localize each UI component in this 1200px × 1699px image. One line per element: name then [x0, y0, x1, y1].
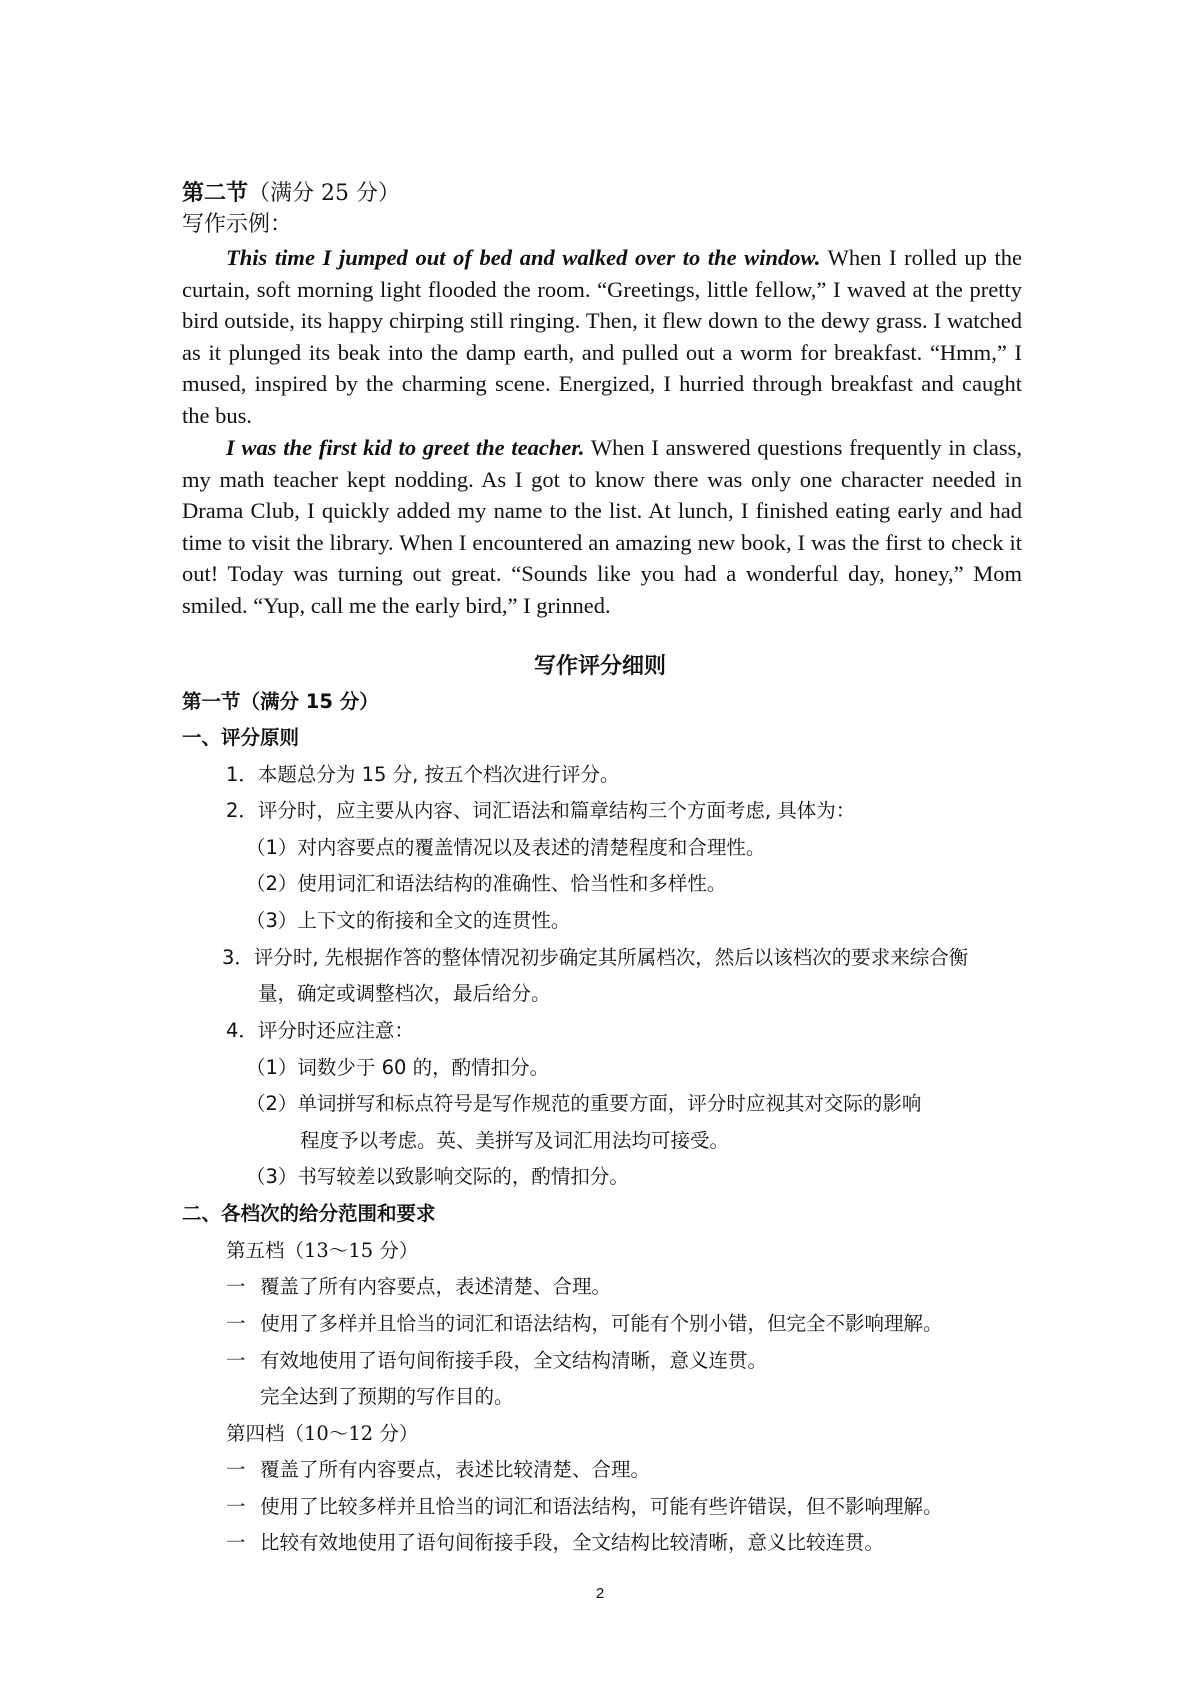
level-5-note: 完全达到了预期的写作目的。	[260, 1385, 514, 1408]
dash-bullet: 一	[226, 1349, 246, 1372]
rubric-title: 写作评分细则	[533, 653, 666, 679]
dash-bullet: 一	[226, 1495, 246, 1518]
essay-paragraph-2-lead: I was the first kid to greet the teacher.	[226, 435, 585, 460]
section2-heading-score: （满分 25 分）	[248, 181, 400, 206]
levels-heading: 二、各档次的给分范围和要求	[182, 1202, 436, 1225]
essay-paragraph-2-body: When I answered questions frequently in class, my math teacher kept nodding. As I got to know there was only one character needed in Drama Club, I quickly added my name to the list. At lunch, I finished eating early and had time to visit the library. When I encountered an amazing new book, I was the first to check it out! Today was turning out great. “Sounds like you had a wonderful day, honey,” Mom smiled. “Yup, call me the early bird,” I grinned.	[182, 435, 1022, 618]
sample-label: 写作示例：	[182, 212, 293, 237]
dash-bullet: 一	[226, 1458, 246, 1481]
section1-heading: 第一节（满分 15 分）	[182, 690, 379, 713]
rule-item-4-2-line-2: 程度予以考虑。英、美拼写及词汇用法均可接受。	[300, 1129, 730, 1152]
level-5-item-2: 一 使用了多样并且恰当的词汇和语法结构，可能有个别小错，但完全不影响理解。	[226, 1310, 943, 1338]
dash-bullet: 一	[226, 1312, 246, 1335]
level-4-item-2: 一 使用了比较多样并且恰当的词汇和语法结构，可能有些许错误，但不影响理解。	[226, 1493, 943, 1521]
level-4-item-1: 一 覆盖了所有内容要点，表述比较清楚、合理。	[226, 1456, 650, 1484]
rule-item-3-line-2: 量，确定或调整档次，最后给分。	[258, 982, 551, 1005]
dash-bullet: 一	[226, 1275, 246, 1298]
rule-item-4-2-line-1: （2）单词拼写和标点符号是写作规范的重要方面，评分时应视其对交际的影响	[246, 1092, 922, 1115]
rule-item-4: 4．评分时还应注意：	[226, 1019, 414, 1042]
rule-item-2-3: （3）上下文的衔接和全文的连贯性。	[246, 909, 571, 932]
rule-item-4-1: （1）词数少于 60 的，酌情扣分。	[246, 1056, 550, 1079]
level-4-item-3: 一 比较有效地使用了语句间衔接手段，全文结构比较清晰，意义比较连贯。	[226, 1529, 884, 1557]
essay-paragraph-1	[182, 242, 1022, 432]
page-number: 2	[595, 1585, 605, 1602]
section2-heading	[182, 178, 400, 209]
rule-item-2: 2．评分时，应主要从内容、词汇语法和篇章结构三个方面考虑, 具体为：	[226, 799, 856, 822]
dash-bullet: 一	[226, 1531, 246, 1554]
level-5-item-3: 一 有效地使用了语句间衔接手段，全文结构清晰，意义连贯。	[226, 1347, 767, 1375]
section2-heading-bold: 第二节	[182, 180, 249, 206]
rule-item-2-2: （2）使用词汇和语法结构的准确性、恰当性和多样性。	[246, 872, 727, 895]
rule-item-3-line-1: 3．评分时, 先根据作答的整体情况初步确定其所属档次，然后以该档次的要求来综合衡	[222, 946, 969, 969]
essay-paragraph-1-body: When I rolled up the curtain, soft morning light flooded the room. “Greetings, little fellow,” I waved at the pretty bird outside, its happy chirping still ringing. Then, it flew down to the dewy grass. I watched as it plunged its beak into the damp earth, and pulled out a worm for breakfast. “Hmm,” I mused, inspired by the charming scene. Energized, I hurried through breakfast and caught the bus.	[182, 245, 1022, 428]
level-5-title: 第五档（13～15 分）	[226, 1239, 419, 1262]
essay-paragraph-1-lead: This time I jumped out of bed and walked over to the window.	[226, 245, 821, 270]
rule-item-4-3: （3）书写较差以致影响交际的，酌情扣分。	[246, 1165, 629, 1188]
level-5-item-1: 一 覆盖了所有内容要点，表述清楚、合理。	[226, 1273, 611, 1301]
principles-heading: 一、评分原则	[182, 726, 300, 749]
rule-item-2-1: （1）对内容要点的覆盖情况以及表述的清楚程度和合理性。	[246, 836, 766, 859]
rule-item-1: 1．本题总分为 15 分, 按五个档次进行评分。	[226, 763, 620, 786]
level-4-title: 第四档（10～12 分）	[226, 1422, 419, 1445]
essay-paragraph-2	[182, 432, 1022, 622]
